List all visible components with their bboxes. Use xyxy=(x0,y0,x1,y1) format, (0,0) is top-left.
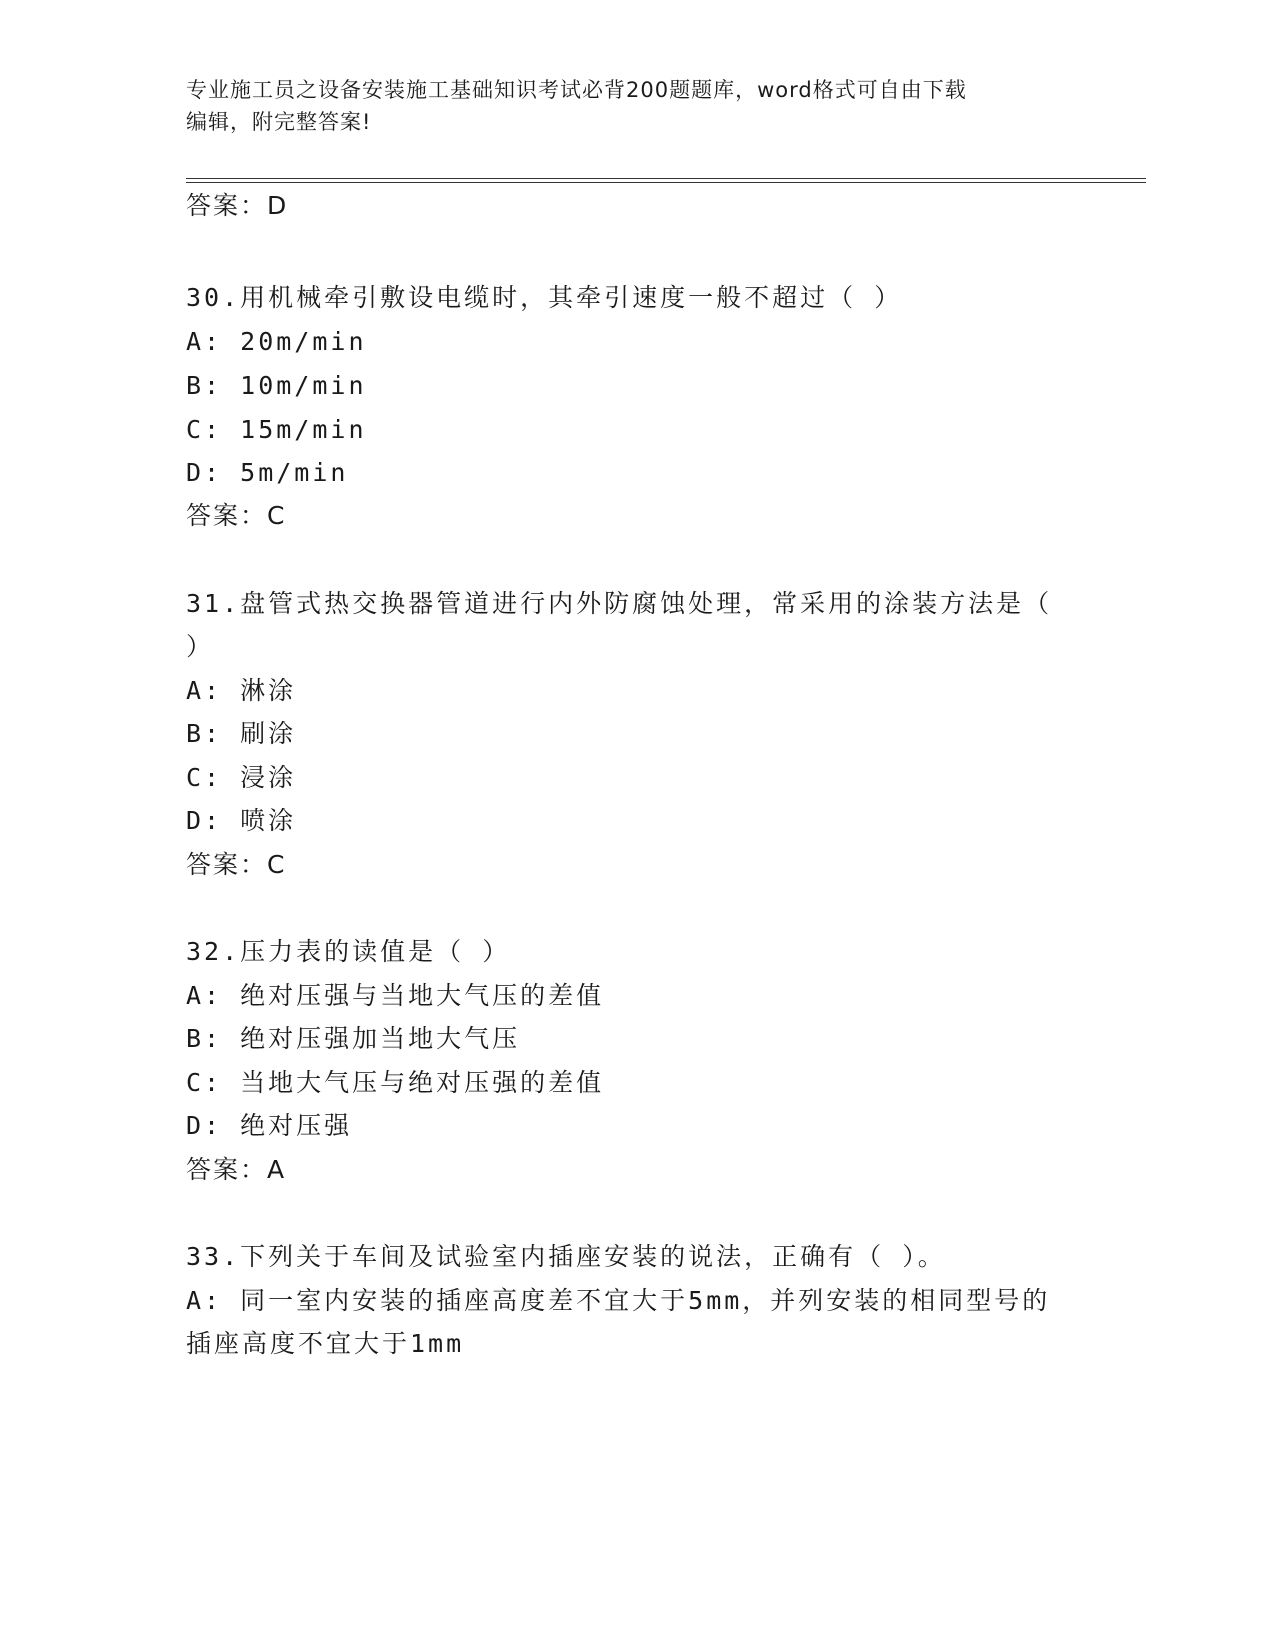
q31-stem-line-1: 31.盘管式热交换器管道进行内外防腐蚀处理，常采用的涂装方法是（ xyxy=(186,589,1053,618)
q33-option-a-line-2: 插座高度不宜大于1mm xyxy=(186,1329,465,1358)
q30-answer: 答案：C xyxy=(186,501,287,530)
q33-option-a-line-1: A: 同一室内安装的插座高度差不宜大于5mm，并列安装的相同型号的 xyxy=(186,1286,1051,1315)
q31-answer: 答案：C xyxy=(186,850,287,879)
q33-stem: 33.下列关于车间及试验室内插座安装的说法，正确有（ ）。 xyxy=(186,1242,946,1271)
q32-answer: 答案：A xyxy=(186,1155,287,1184)
q32-option-d: D: 绝对压强 xyxy=(186,1111,353,1140)
q30-option-d: D: 5m/min xyxy=(186,458,349,487)
q31-option-c: C: 浸涂 xyxy=(186,763,297,792)
q31-option-b: B: 刷涂 xyxy=(186,719,297,748)
q32-option-b: B: 绝对压强加当地大气压 xyxy=(186,1024,521,1053)
q31-stem-line-2: ） xyxy=(186,632,215,661)
header-rule-bottom xyxy=(186,182,1146,183)
q32-option-a: A: 绝对压强与当地大气压的差值 xyxy=(186,981,605,1010)
q30-stem: 30.用机械牵引敷设电缆时，其牵引速度一般不超过（ ） xyxy=(186,283,903,312)
q30-option-a: A: 20m/min xyxy=(186,327,367,356)
q30-option-b: B: 10m/min xyxy=(186,371,367,400)
header-line-1: 专业施工员之设备安装施工基础知识考试必背200题题库，word格式可自由下载 xyxy=(186,78,967,102)
q31-option-a: A: 淋涂 xyxy=(186,676,297,705)
q30-option-c: C: 15m/min xyxy=(186,415,367,444)
prev-answer: 答案：D xyxy=(186,191,289,220)
page-header xyxy=(186,74,1066,138)
header-line-2: 编辑，附完整答案! xyxy=(186,110,372,134)
q31-option-d: D: 喷涂 xyxy=(186,806,297,835)
header-rule-top xyxy=(186,178,1146,179)
q32-option-c: C: 当地大气压与绝对压强的差值 xyxy=(186,1068,605,1097)
q32-stem: 32.压力表的读值是（ ） xyxy=(186,937,511,966)
